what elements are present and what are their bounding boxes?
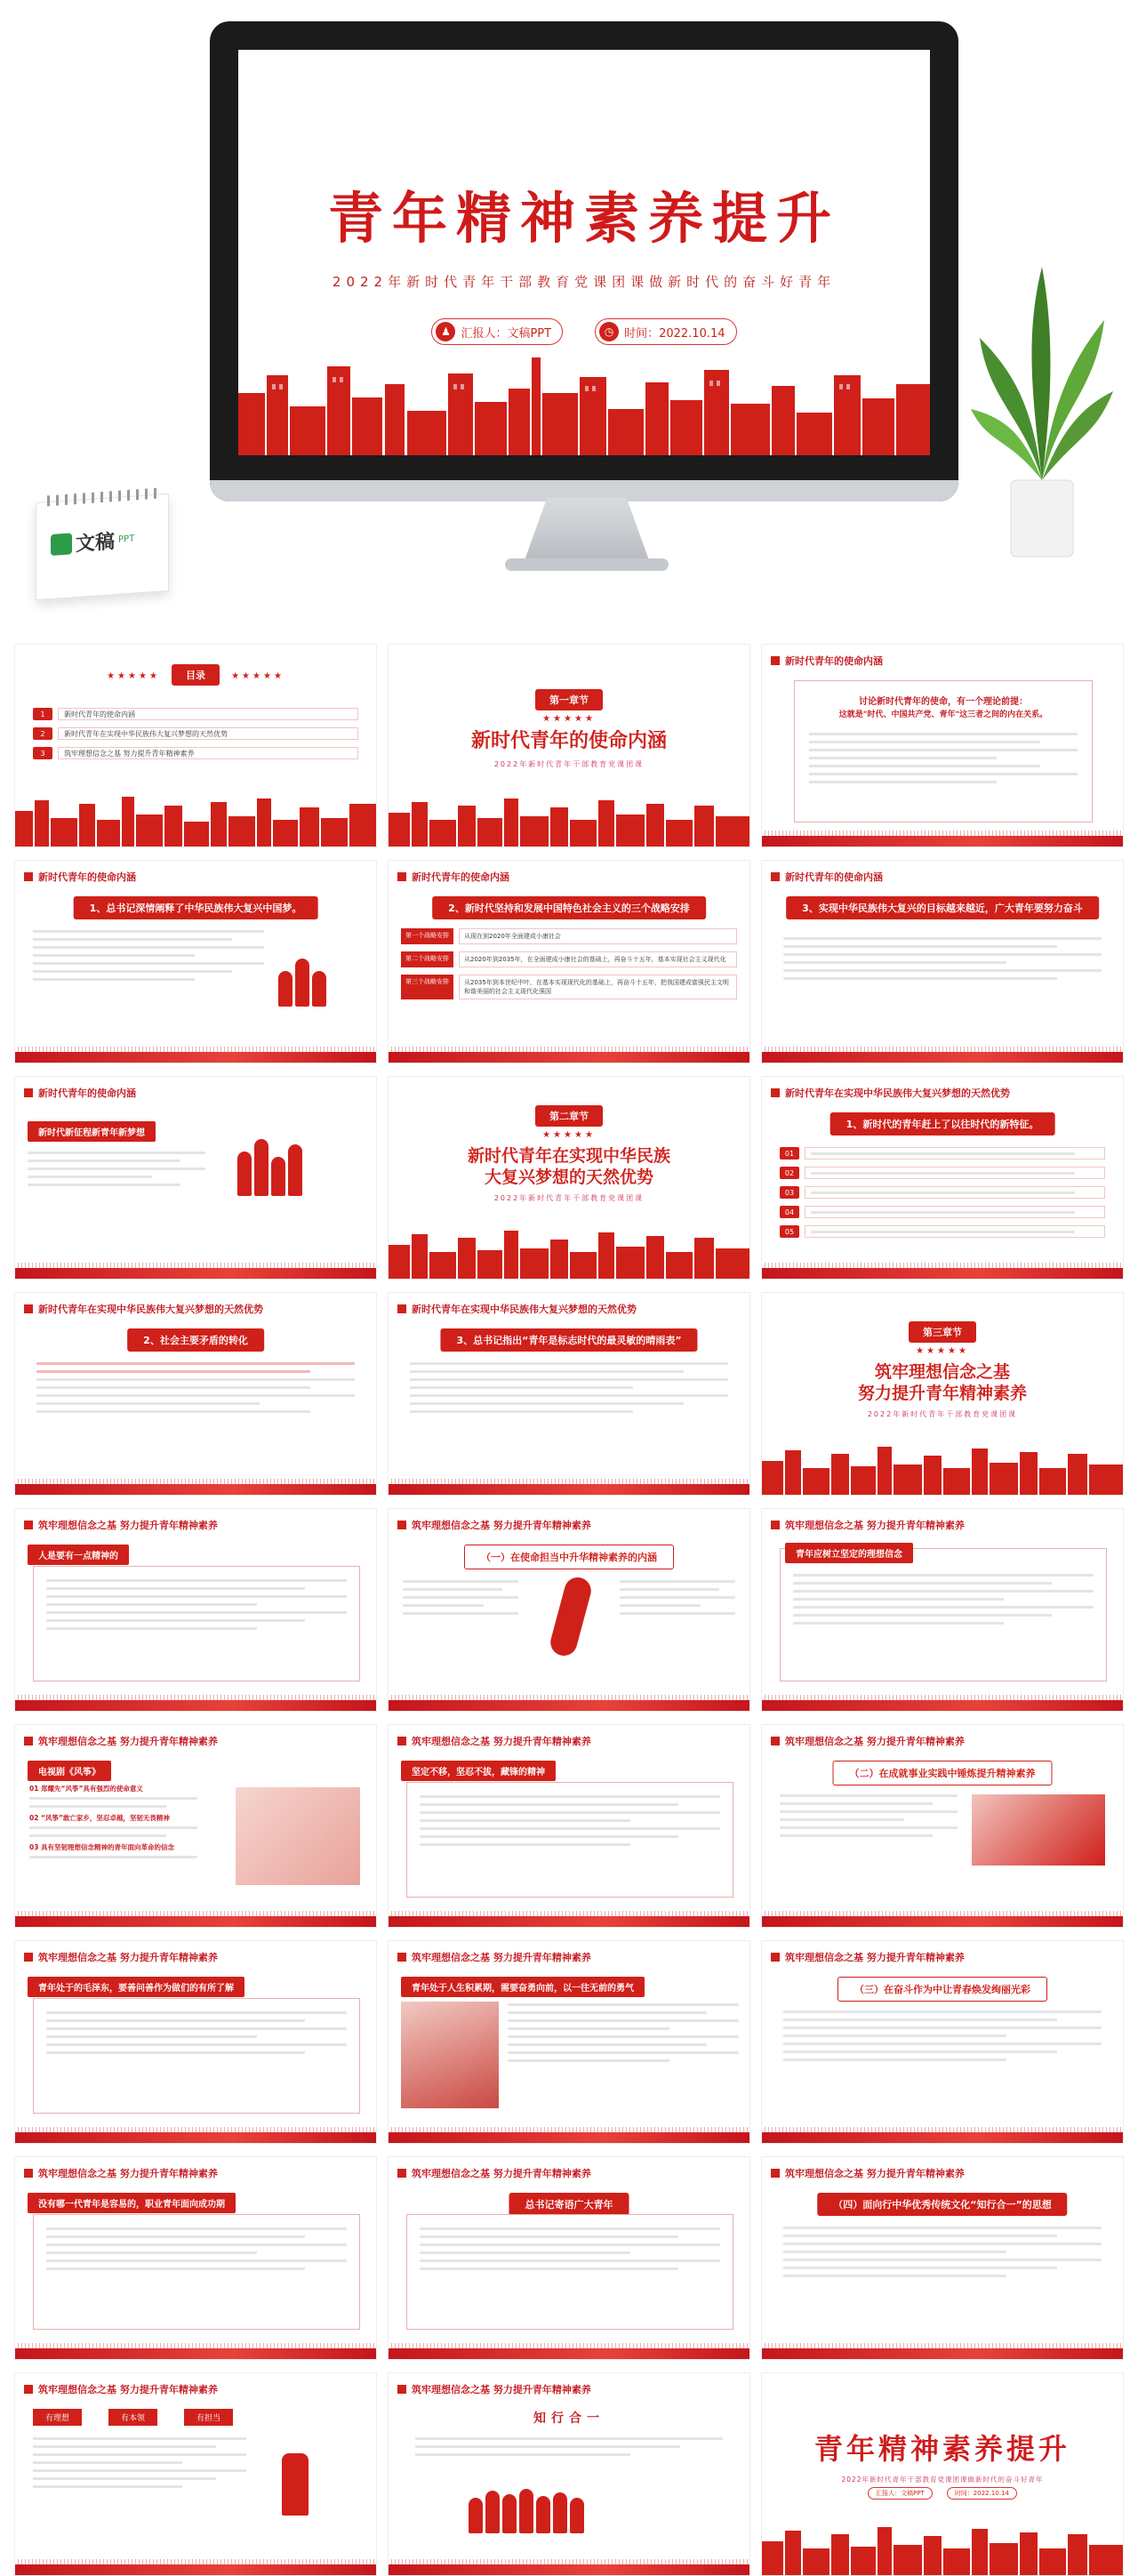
premise-heading-2: 这就是"时代、中国共产党、青年"这三者之间的内在关系。 [838,710,1048,719]
user-icon: ♟ [436,322,455,341]
slide-no-generation-easy[interactable] [14,2156,377,2360]
footer-bar [762,2132,1123,2143]
feature-item-4 [780,1205,1105,1219]
slide-head-text: 筑牢理想信念之基 努力提升青年精神素养 [785,1952,965,1963]
slide-body [415,2437,723,2461]
footer-bar [389,1484,749,1495]
calendar-rings [47,488,157,507]
slide-head [771,1734,965,1748]
brand-logo-icon [51,533,72,556]
slide-contradiction[interactable] [14,1292,377,1496]
strategy-step-1-text: 从现在到2020年全面建成小康社会 [459,928,737,944]
chapter-1-stars: ★★★★★ [542,714,596,724]
slide-ribbon: 1、总书记深情阐释了中华民族伟大复兴中国梦。 [74,896,318,919]
calendar-logo [36,494,169,600]
toc-stars-right: ★★★★★ [231,671,284,681]
end-meta [762,2487,1123,2500]
strategy-step-2 [401,951,737,967]
message-box [406,2214,733,2330]
slide-head-text: 新时代青年在实现中华民族伟大复兴梦想的天然优势 [38,1304,263,1315]
hero-meta [238,318,930,345]
chapter-3-sub: 2022年新时代青年干部教育党课团课 [867,1410,1018,1418]
toc-stars-left: ★★★★★ [107,671,160,681]
slide-unity-knowledge[interactable] [761,2156,1124,2360]
slide-body [33,2437,246,2493]
slide-ribbon: 没有哪一代青年是容易的，职业青年面向成功期 [28,2193,236,2213]
slide-head-text: 筑牢理想信念之基 努力提升青年精神素养 [785,1736,965,1747]
footer-bar [15,1916,376,1927]
chapter-1-tag: 第一章节 [535,689,603,710]
slide-body [410,1362,728,1418]
slide-ribbon: 3、总书记指出“青年是标志时代的最灵敏的晴雨表” [440,1328,697,1352]
chapter-1-title: 新时代青年的使命内涵 [470,730,667,752]
footer-bar [389,1916,749,1927]
time-pill [595,318,736,345]
slide-perseverance[interactable] [388,1724,750,1928]
hero-preview [0,0,1138,640]
premise-heading: 讨论新时代青年的使命，有一个理论前提： [859,697,1028,707]
slide-body [783,2227,1102,2283]
skyline-decoration [762,1441,1124,1495]
slide-head-text: 筑牢理想信念之基 努力提升青年精神素养 [38,2168,218,2179]
toc-item-2-num: 2 [33,727,52,740]
generation-box [33,2214,360,2330]
strategy-step-3 [401,975,737,999]
chapter-3-title-2: 努力提升青年精神素养 [857,1384,1027,1403]
mao-box [33,1998,360,2114]
chapter-2-tag: 第二章节 [535,1105,603,1127]
chapter-3-tag: 第三章节 [909,1321,976,1343]
time-label: 时间：2022.10.14 [624,326,725,341]
leader-icon [282,2453,309,2516]
slide-body [780,1794,958,1842]
slide-head-text: 筑牢理想信念之基 努力提升青年精神素养 [38,1736,218,1747]
slide-head [771,1086,1010,1100]
footer-bar [389,1052,749,1063]
slide-head [397,2382,591,2396]
slide-head-text: 筑牢理想信念之基 努力提升青年精神素养 [412,2168,591,2179]
slide-head [24,2166,218,2180]
slide-head [397,1950,591,1964]
tab-responsibility: 有担当 [184,2409,233,2426]
tab-ideal: 有理想 [33,2409,82,2426]
brand-logo [51,525,134,558]
slide-goal-near[interactable] [761,860,1124,1063]
slide-head [24,2382,218,2396]
slide-china-dream[interactable] [14,860,377,1063]
toc-item-2 [33,726,358,741]
slide-head-text: 新时代青年的使命内涵 [412,871,509,883]
ribbon-knot-icon [548,1575,594,1659]
slide-head [771,654,883,668]
slide-end[interactable] [761,2372,1124,2576]
chapter-2-title-2: 大复兴梦想的天然优势 [484,1168,653,1187]
slide-head-text: 筑牢理想信念之基 努力提升青年精神素养 [38,2384,218,2395]
slide-head [397,1302,637,1316]
slide-body-left [403,1580,518,1620]
skyline-decoration [15,793,377,847]
slide-head [24,1518,218,1532]
slide-spirit[interactable] [14,1508,377,1712]
strategy-steps [401,928,737,999]
slide-ribbon: 2、社会主要矛盾的转化 [127,1328,264,1352]
toc-header [15,664,376,686]
end-reporter: 汇报人：文稿PPT [868,2487,933,2500]
three-have-tabs [33,2409,233,2426]
slide-theory-premise[interactable] [761,644,1124,847]
premise-box [794,680,1093,823]
kite-point-3: 03 具有坚韧理想信念精神的青年面向革命的信念 [29,1843,175,1851]
strategy-step-3-text: 从2035年到本世纪中叶，在基本实现现代化的基础上，再奋斗十五年，把我国建成富强民主文明和谐美丽的社会主义现代化强国 [459,975,737,999]
runners-icon [237,1139,302,1196]
runners-icon [469,2489,584,2533]
kite-point-2: 02 “风筝”敢亡家乡，坚忍卓越，坚韧无畏精神 [29,1814,170,1822]
ideal-box [780,1548,1107,1681]
toc-title: 目录 [172,664,220,686]
slide-new-features[interactable] [761,1076,1124,1280]
strategy-step-2-label: 第二个战略安排 [401,951,453,967]
slide-body [28,1152,205,1192]
monitor-base [505,558,669,571]
clock-icon: ◷ [599,322,619,341]
spirit-box [33,1566,360,1681]
slide-head-text: 筑牢理想信念之基 努力提升青年精神素养 [38,1520,218,1531]
slide-head [771,1950,965,1964]
strategy-step-2-text: 从2020年到2035年，在全面建成小康社会的基础上，再奋斗十五年，基本实现社会主义现代化 [459,951,737,967]
feature-item-5-num: 05 [780,1225,799,1238]
slide-head-text: 筑牢理想信念之基 努力提升青年精神素养 [785,1520,965,1531]
footer-bar [15,2564,376,2575]
footer-bar [762,1916,1123,1927]
reporter-label: 汇报人：文稿PPT [461,326,552,341]
slide-head [771,870,883,884]
slide-chapter-2[interactable] [388,1076,750,1280]
slide-ribbon: 青年处于的毛泽东，要善问善作为做们的有所了解 [28,1977,244,1997]
chapter-2-title-1: 新时代青年在实现中华民族 [467,1146,670,1166]
feature-item-5 [780,1224,1105,1239]
monitor-stand [525,498,649,560]
feature-item-3-num: 03 [780,1186,799,1199]
slide-ribbon: 3、实现中华民族伟大复兴的目标越来越近，广大青年要努力奋斗 [786,896,1099,919]
slide-head-text: 筑牢理想信念之基 努力提升青年精神素养 [412,2384,591,2395]
footer-bar [389,2132,749,2143]
footer-bar [15,1484,376,1495]
toc-item-2-label: 新时代青年在实现中华民族伟大复兴梦想的天然优势 [58,727,358,740]
slide-head-text: 筑牢理想信念之基 努力提升青年精神素养 [412,1520,591,1531]
perseverance-box [406,1782,733,1898]
slide-head-text: 新时代青年的使命内涵 [785,871,883,883]
slide-head-text: 新时代青年的使命内涵 [38,871,136,883]
slide-head-text: 新时代青年在实现中华民族伟大复兴梦想的天然优势 [412,1304,637,1315]
slide-head-text: 新时代青年的使命内涵 [38,1087,136,1099]
slide-head [397,1734,591,1748]
slide-head [24,1302,263,1316]
feature-item-1 [780,1146,1105,1160]
slide-accumulation[interactable] [388,1940,750,2144]
footer-bar [389,1700,749,1711]
slide-strategy[interactable] [388,860,750,1063]
kite-points [29,1784,225,1864]
slide-ribbon: 2、新时代坚持和发展中国特色社会主义的三个战略安排 [432,896,706,919]
kite-point-1: 01 郑耀先“风筝”具有强烈的使命意义 [29,1785,143,1793]
slide-ribbon: 总书记寄语广大青年 [509,2193,629,2216]
slide-head-text: 筑牢理想信念之基 努力提升青年精神素养 [412,1952,591,1963]
chapter-3-stars: ★★★★★ [916,1346,969,1356]
toc-item-3-label: 筑牢理想信念之基 努力提升青年精神素养 [58,747,358,759]
slide-body [508,2003,739,2067]
slide-head [397,2166,591,2180]
plant-image [971,258,1113,560]
skyline-decoration [389,1225,750,1279]
slide-ribbon: （四）面向行中华优秀传统文化“知行合一”的思想 [817,2193,1067,2216]
slide-firm-ideal[interactable] [761,1508,1124,1712]
brand-logo-small: PPT [118,534,135,545]
knowing-doing-title: 知行合一 [533,2411,605,2426]
slide-head [24,1086,136,1100]
slide-head [24,1950,218,1964]
feature-item-1-num: 01 [780,1147,799,1160]
footer-bar [15,2348,376,2359]
slide-ribbon: 人是要有一点精神的 [28,1545,129,1565]
chapter-3-title-1: 筑牢理想信念之基 [874,1362,1010,1382]
slide-head-text: 新时代青年的使命内涵 [785,655,883,667]
slide-message[interactable] [388,2156,750,2360]
feature-item-3 [780,1185,1105,1200]
premise-body [809,733,1078,789]
feature-item-2 [780,1166,1105,1180]
slide-ribbon: 新时代新征程新青年新梦想 [28,1121,156,1142]
slide-ribbon: 坚定不移，坚忍不拔，藏锋的精神 [401,1761,556,1781]
slide-body [783,937,1102,985]
strategy-step-1 [401,928,737,944]
slide-new-dream[interactable] [14,1076,377,1280]
footer-bar [762,836,1123,847]
slide-head [24,870,136,884]
slide-ribbon: 1、新时代的青年赶上了以往时代的新特征。 [830,1112,1055,1136]
skyline-decoration [389,793,750,847]
people-icon [278,959,326,1007]
footer-bar [762,1052,1123,1063]
slide-mission-spirit[interactable] [388,1508,750,1712]
slide-head-text: 筑牢理想信念之基 努力提升青年精神素养 [412,1736,591,1747]
slide-head-text: 筑牢理想信念之基 努力提升青年精神素养 [785,2168,965,2179]
slide-chapter-1[interactable] [388,644,750,847]
toc-item-1-label: 新时代青年的使命内涵 [58,708,358,720]
career-photo [972,1794,1105,1866]
monitor-frame [210,21,958,502]
chapter-2-stars: ★★★★★ [542,1130,596,1140]
hero-screen [238,50,930,455]
strategy-step-3-label: 第三个战略安排 [401,975,453,999]
chapter-2-sub: 2022年新时代青年干部教育党课团课 [493,1194,645,1202]
end-time: 时间：2022.10.14 [947,2487,1017,2500]
slide-barometer[interactable] [388,1292,750,1496]
footer-bar [389,2348,749,2359]
slide-head [397,870,509,884]
slide-youth-shine[interactable] [761,1940,1124,2144]
strategy-step-1-label: 第一个战略安排 [401,928,453,944]
toc-item-1 [33,707,358,721]
footer-bar [762,2348,1123,2359]
tab-skill: 有本领 [108,2409,157,2426]
footer-bar [762,1700,1123,1711]
slide-chapter-3[interactable] [761,1292,1124,1496]
toc-item-1-num: 1 [33,708,52,720]
slide-mao[interactable] [14,1940,377,2144]
slide-body-right [620,1580,735,1620]
slide-head [771,1518,965,1532]
slide-three-have[interactable] [14,2372,377,2576]
slide-knowing-doing[interactable] [388,2372,750,2576]
chapter-1-sub: 2022年新时代青年干部教育党课团课 [493,760,645,768]
slide-head [24,1734,218,1748]
end-title: 青年精神素养提升 [813,2432,1070,2466]
slide-body [783,2010,1102,2066]
chapter-2-block [389,1105,749,1203]
accumulation-photo [401,2002,499,2108]
slide-ribbon: 电视剧《风筝》 [28,1761,111,1781]
hero-skyline [238,357,930,455]
footer-bar [762,1268,1123,1279]
chapter-1-block [389,689,749,769]
slide-head [397,1518,591,1532]
slide-body [36,1362,355,1418]
end-subtitle: 2022年新时代青年干部教育党课团课做新时代的奋斗好青年 [841,2476,1044,2484]
hero-subtitle: 2022年新时代青年干部教育党课团课做新时代的奋斗好青年 [332,274,837,290]
slide-ribbon: （二）在成就事业实践中锤炼提升精神素养 [833,1761,1053,1786]
slide-kite[interactable] [14,1724,377,1928]
hero-title: 青年精神素养提升 [327,186,840,251]
toc-item-3-num: 3 [33,747,52,759]
slide-ribbon: 青年处于人生积累期，需要奋勇向前，以一往无前的勇气 [401,1977,645,1997]
skyline-decoration [762,2522,1124,2575]
slide-ribbon: 青年应树立坚定的理想信念 [785,1543,913,1563]
footer-bar [15,1700,376,1711]
feature-item-4-num: 04 [780,1206,799,1218]
footer-bar [389,2564,749,2575]
slide-ribbon: （一）在使命担当中升华精神素养的内涵 [464,1545,674,1569]
slide-head [771,2166,965,2180]
footer-bar [15,2132,376,2143]
slide-ribbon: （三）在奋斗作为中让青春焕发绚丽光彩 [837,1977,1047,2002]
footer-bar [15,1268,376,1279]
slide-career-practice[interactable] [761,1724,1124,1928]
brand-logo-text: 文稿 [76,531,116,557]
slide-toc[interactable] [14,644,377,847]
chapter-3-block [762,1321,1123,1419]
footer-bar [15,1052,376,1063]
slide-head-text: 新时代青年在实现中华民族伟大复兴梦想的天然优势 [785,1087,1010,1099]
toc-item-3 [33,746,358,760]
slide-body [33,930,264,986]
reporter-pill [431,318,563,345]
slide-head-text: 筑牢理想信念之基 努力提升青年精神素养 [38,1952,218,1963]
slide-grid [14,644,1124,2576]
feature-item-2-num: 02 [780,1167,799,1179]
kite-photo [236,1787,360,1885]
